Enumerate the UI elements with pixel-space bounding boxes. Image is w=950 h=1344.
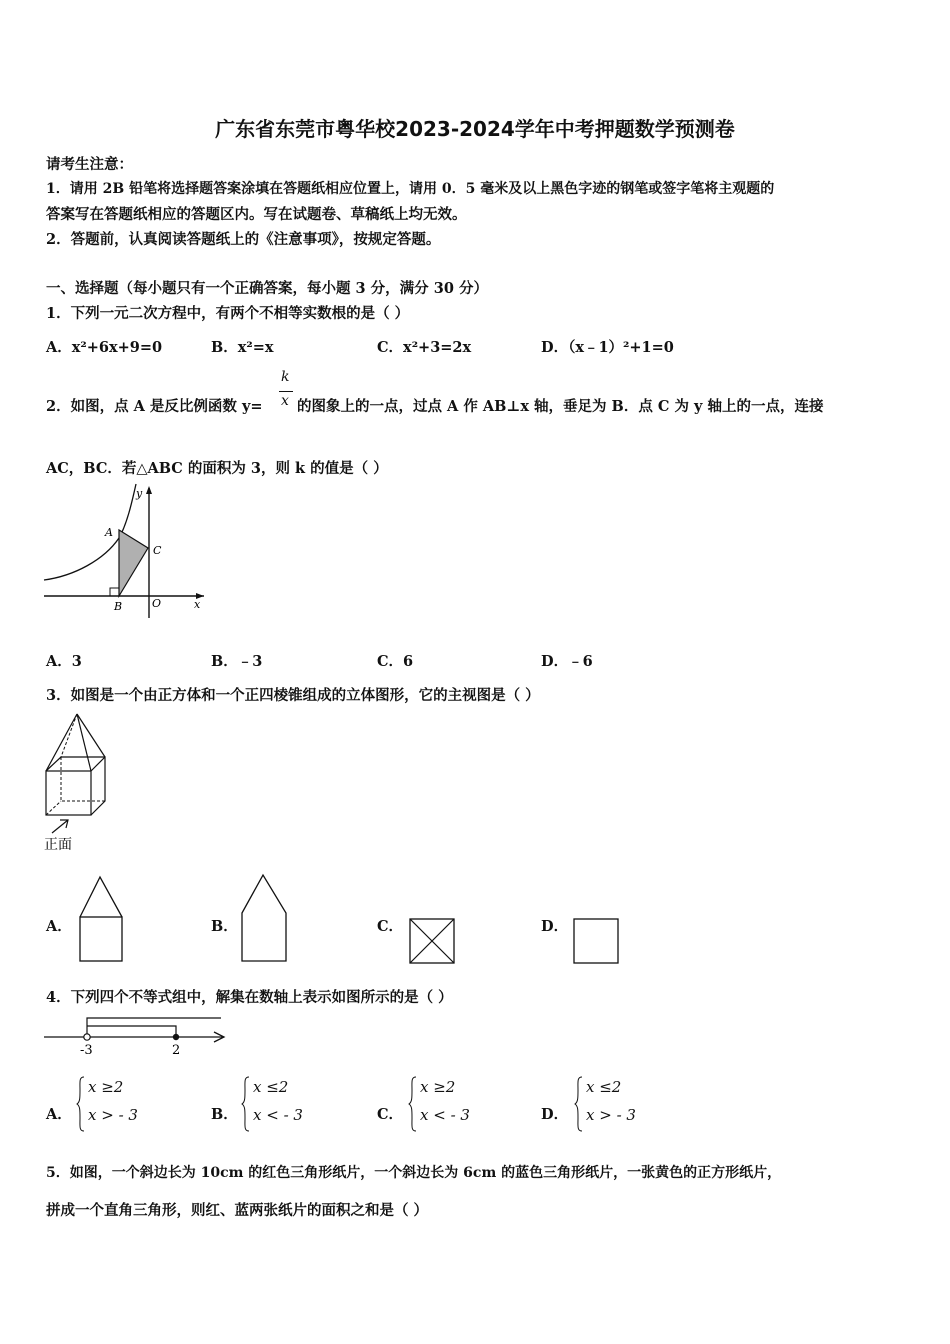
page-title: 广东省东莞市粤华校2023-2024学年中考押题数学预测卷	[215, 117, 735, 141]
q5-stem-line1: 5．如图，一个斜边长为 10cm 的红色三角形纸片，一个斜边长为 6cm 的蓝色三角形纸片，一张黄色的正方形纸片，	[46, 1165, 782, 1181]
q4-option-c-brace	[408, 1076, 418, 1132]
q4-option-b-line1: x ≤2	[253, 1078, 289, 1096]
q5-stem-line2: 拼成一个直角三角形，则红、蓝两张纸片的面积之和是（ ）	[46, 1202, 429, 1219]
q3-option-b[interactable]: B．	[211, 918, 238, 935]
q3-solid-figure	[44, 712, 110, 856]
q4-axis-label-2: 2	[172, 1043, 181, 1058]
q2-figure	[44, 484, 214, 618]
q2-label-a: A	[105, 526, 113, 539]
q1-option-a[interactable]: A．x²+6x+9=0	[46, 339, 163, 356]
q3-option-a[interactable]: A．	[46, 918, 72, 935]
q2-option-b[interactable]: B．﹣3	[211, 653, 263, 670]
q2-label-x: x	[194, 598, 201, 611]
q2-option-d[interactable]: D．﹣6	[541, 653, 593, 670]
q4-option-c-line2: x < - 3	[420, 1106, 470, 1124]
q2-stem-b: 的图象上的一点，过点 A 作 AB⊥x 轴，垂足为 B．点 C 为 y 轴上的一点，连接	[297, 398, 824, 415]
q1-option-c[interactable]: C．x²+3=2x	[377, 339, 472, 356]
q3-stem: 3．如图是一个由正方体和一个正四棱锥组成的立体图形，它的主视图是（ ）	[46, 687, 540, 704]
q1-stem: 1．下列一元二次方程中，有两个不相等实数根的是（ ）	[46, 305, 410, 322]
q2-label-y: y	[136, 487, 143, 500]
q1-option-b[interactable]: B．x²=x	[211, 339, 274, 356]
q3-option-b-figure[interactable]	[240, 873, 288, 963]
q4-option-d[interactable]: D．	[541, 1106, 569, 1123]
q2-option-a[interactable]: A．3	[46, 653, 82, 670]
q4-stem: 4．下列四个不等式组中，解集在数轴上表示如图所示的是（ ）	[46, 989, 453, 1006]
q2-label-b: B	[114, 600, 123, 613]
q4-option-a-line2: x > - 3	[88, 1106, 138, 1124]
q2-fraction	[279, 369, 293, 415]
q3-option-c-figure[interactable]	[409, 918, 455, 964]
q4-number-line	[44, 1014, 230, 1060]
q3-option-d-figure[interactable]	[573, 918, 619, 964]
q3-front-label: 正面	[44, 837, 72, 853]
q4-option-d-brace	[574, 1076, 584, 1132]
q3-option-c[interactable]: C．	[377, 918, 404, 935]
q2-stem-c: AC，BC．若△ABC 的面积为 3，则 k 的值是（ ）	[46, 460, 388, 477]
section-heading: 一、选择题（每小题只有一个正确答案，每小题 3 分，满分 30 分）	[46, 280, 488, 297]
q1-option-d[interactable]: D．（x﹣1）²+1=0	[541, 339, 674, 356]
q4-option-a-line1: x ≥2	[88, 1078, 124, 1096]
q2-option-c[interactable]: C．6	[377, 653, 414, 670]
notice-line-2: 2．答题前，认真阅读答题纸上的《注意事项》，按规定答题。	[46, 231, 441, 248]
q3-option-a-figure[interactable]	[78, 875, 124, 963]
q2-stem-a: 2．如图，点 A 是反比例函数 y=	[46, 398, 263, 415]
q4-option-a-brace	[76, 1076, 86, 1132]
q2-frac-num: k	[281, 369, 290, 385]
q2-label-o: O	[152, 597, 162, 610]
q4-axis-label-neg3: -3	[80, 1043, 93, 1058]
q4-option-b-line2: x < - 3	[253, 1106, 303, 1124]
q4-option-b-brace	[241, 1076, 251, 1132]
q2-frac-den: x	[281, 393, 289, 409]
q3-option-d[interactable]: D．	[541, 918, 569, 935]
q4-option-d-line2: x > - 3	[586, 1106, 636, 1124]
notice-heading: 请考生注意：	[46, 156, 133, 173]
q4-option-a[interactable]: A．	[46, 1106, 72, 1123]
q2-label-c: C	[153, 544, 162, 557]
notice-line-1a: 1．请用 2B 铅笔将选择题答案涂填在答题纸相应位置上，请用 0．5 毫米及以上黑色字迹的钢笔或签字笔将主观题的	[46, 181, 775, 197]
q4-option-d-line1: x ≤2	[586, 1078, 622, 1096]
notice-line-1b: 答案写在答题纸相应的答题区内。写在试题卷、草稿纸上均无效。	[46, 206, 467, 223]
q4-option-c-line1: x ≥2	[420, 1078, 456, 1096]
q4-option-b[interactable]: B．	[211, 1106, 238, 1123]
q4-option-c[interactable]: C．	[377, 1106, 404, 1123]
